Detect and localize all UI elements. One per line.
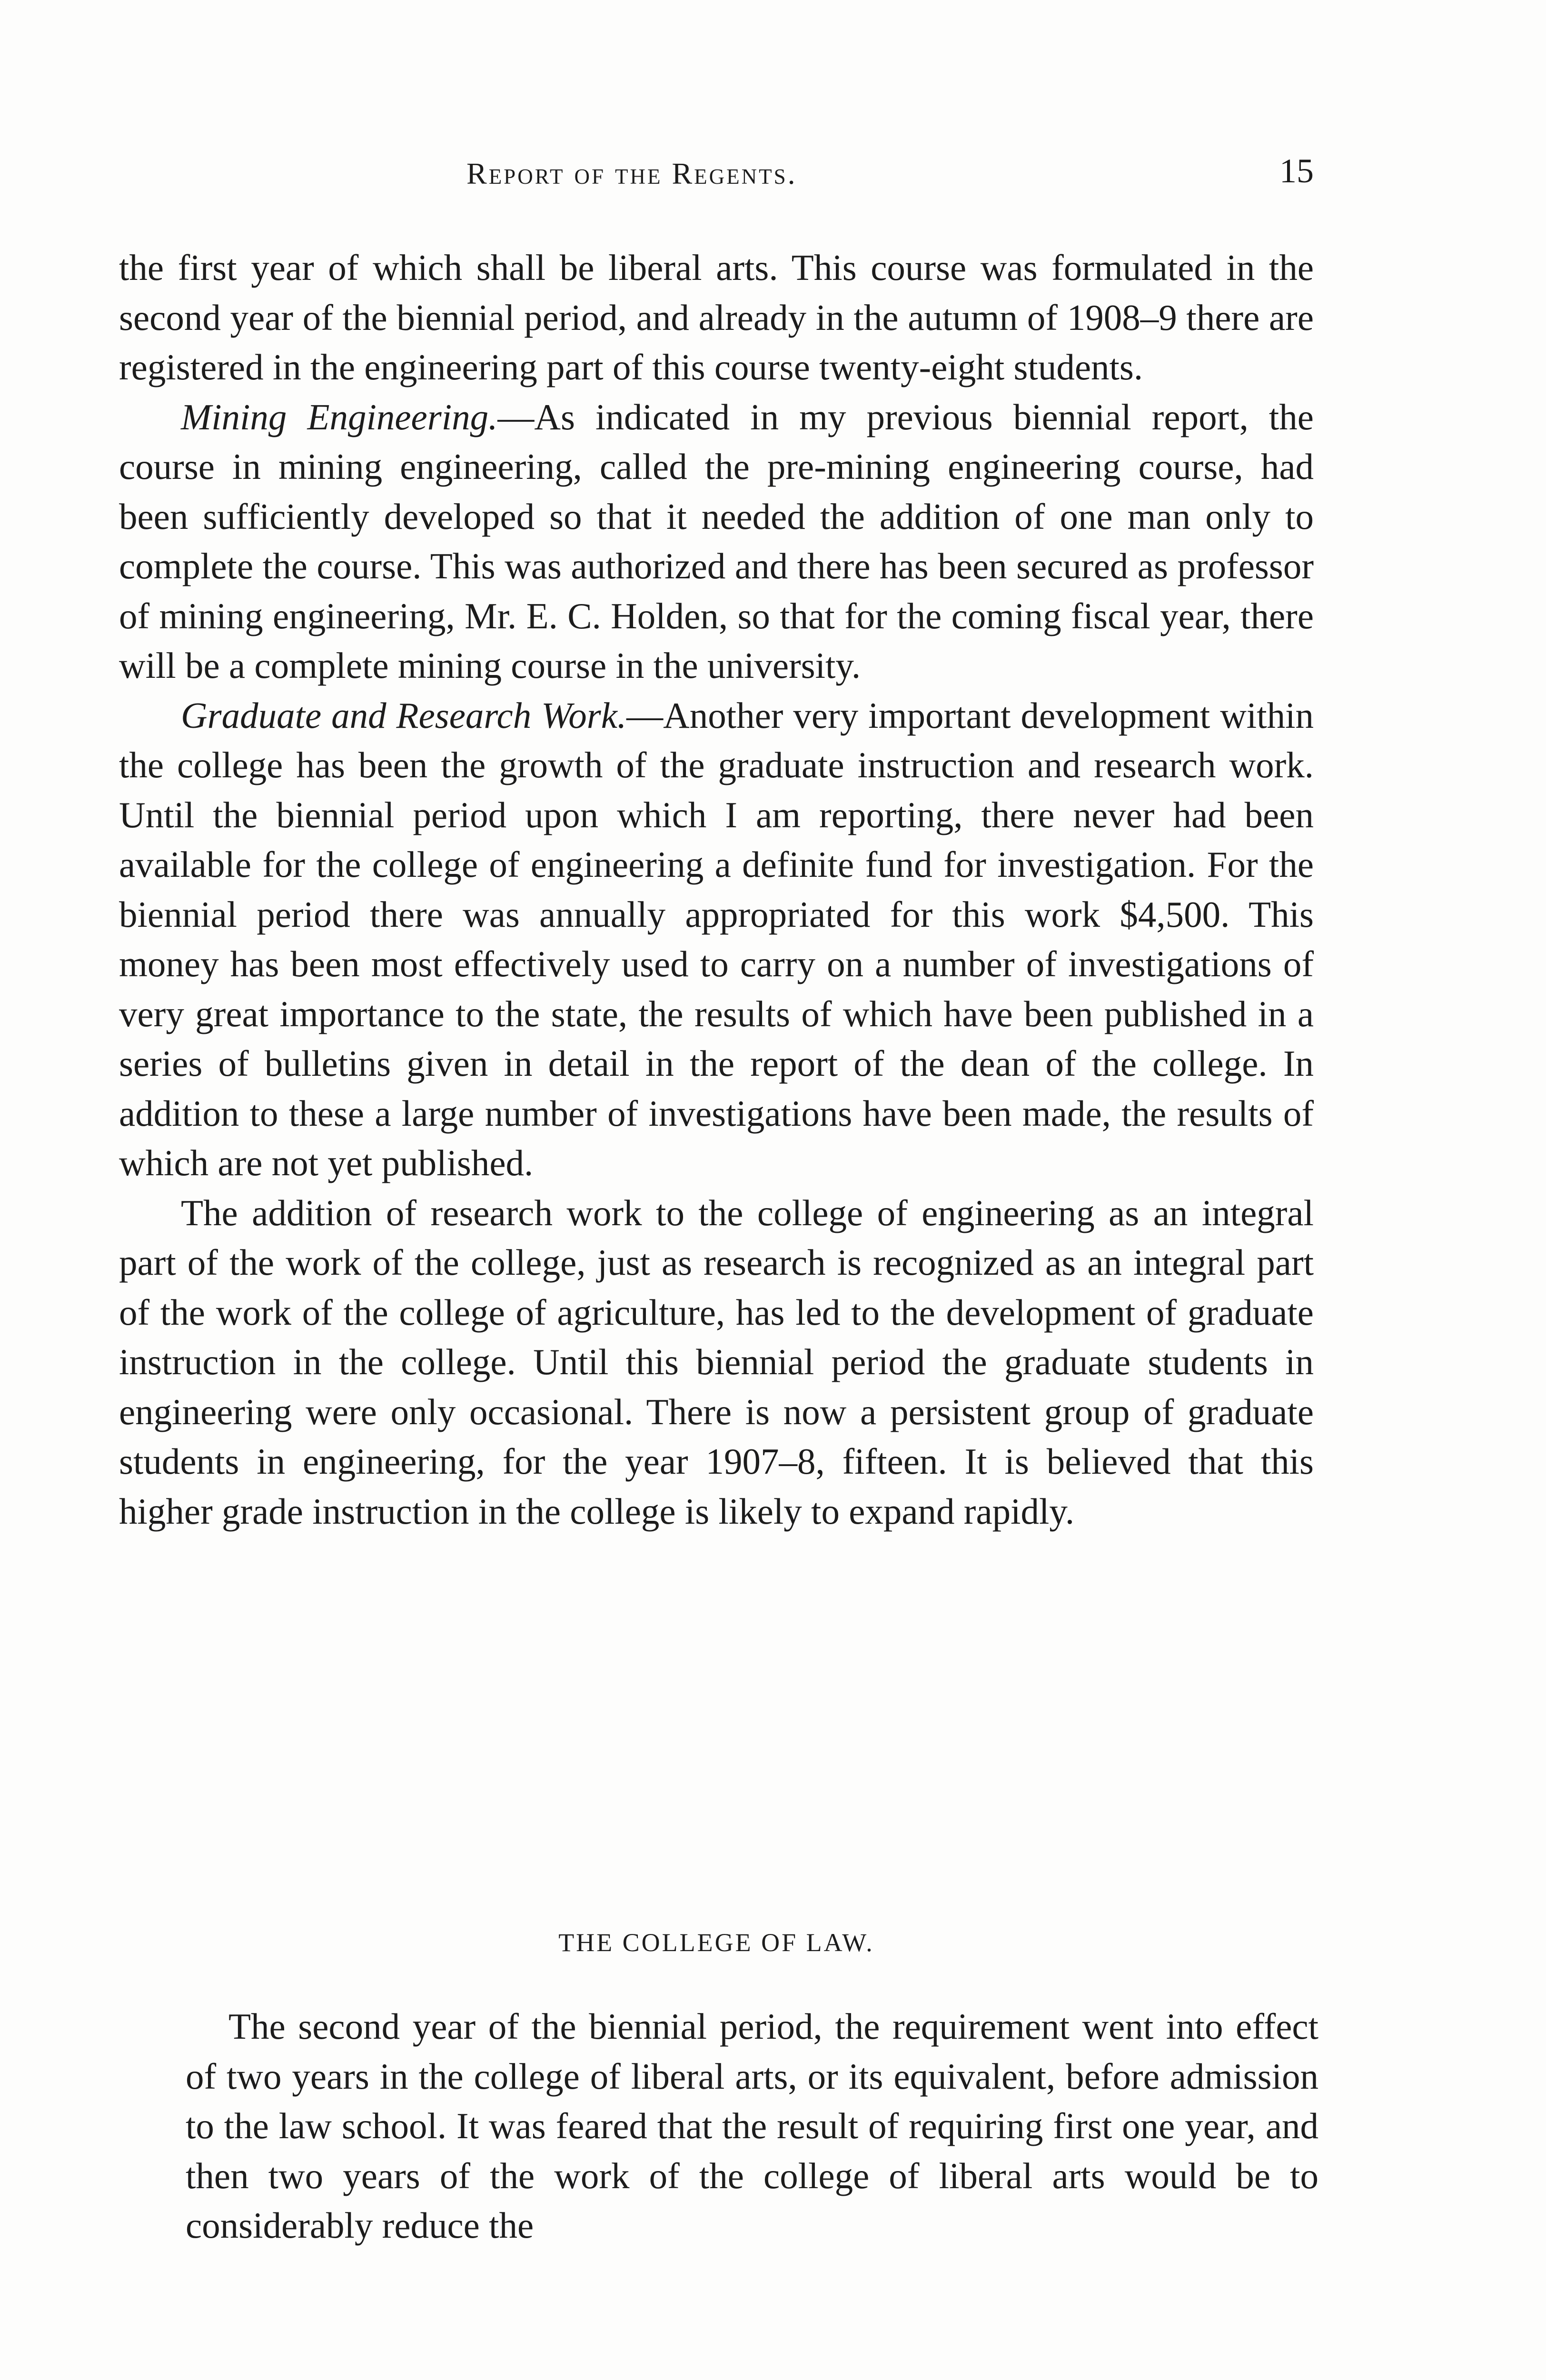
paragraph-law-school: The second year of the biennial period, the requirement went into effect of two years in the college of liberal arts, or its equivalent, before admission to the law school. It was feared that the result of requiring first one year, and then two years of the work of the college of liberal arts would be to considerably reduce the: [186, 2006, 1318, 2246]
paragraph-continued: the first year of which shall be liberal arts. This course was formulated in the second year of the biennial period, and already in the autumn of 1908–9 there are registered in the engineering part of this course twenty-eight students.: [119, 247, 1314, 387]
section-body: [186, 2002, 1318, 2251]
paragraph-body-graduate: —Another very important development within the college has been the growth of the graduate instruction and research work. Until the biennial period upon which I am reporting, there never had been available for the college of engineering a definite fund for investigation. For the biennial period there was annually appropriated for this work $4,500. This money has been most effectively used to carry on a number of investigations of very great importance to the state, the results of which have been published in a series of bulletins given in detail in the report of the dean of the college. In addition to these a large number of investigations have been made, the results of which are not yet published.: [119, 694, 1314, 1183]
paragraph-graduate-research: [119, 691, 1314, 1188]
body-text: [119, 243, 1314, 1536]
running-head: [157, 151, 1314, 204]
paragraph-lead-mining: Mining Engineering.: [181, 396, 498, 437]
paragraph-mining-engineering: [119, 392, 1314, 691]
paragraph-lead-graduate: Graduate and Research Work.: [181, 694, 627, 736]
paragraph-body-mining: —As indicated in my previous biennial report, the course in mining engineering, called the pre-mining engineering course, had been sufficiently developed so that it needed the addition of one man only to complete the course. This was authorized and there has been secured as professor of mining engineering, Mr. E. C. Holden, so that for the coming fiscal year, there will be a complete mining course in the university.: [119, 396, 1314, 686]
page-number: 15: [1279, 152, 1314, 190]
paragraph-research-addition: The addition of research work to the college of engineering as an integral part of the work of the college, just as research is recognized as an integral part of the work of the college of agriculture, has led to the development of graduate instruction in the college. Until this biennial period the graduate students in engineering were only occasional. There is now a persistent group of graduate students in engineering, for the year 1907–8, fifteen. It is believed that this higher grade instruction in the college is likely to expand rapidly.: [119, 1192, 1314, 1532]
section-heading: THE COLLEGE OF LAW.: [558, 1928, 874, 1957]
running-head-title: Report of the Regents.: [466, 157, 797, 190]
